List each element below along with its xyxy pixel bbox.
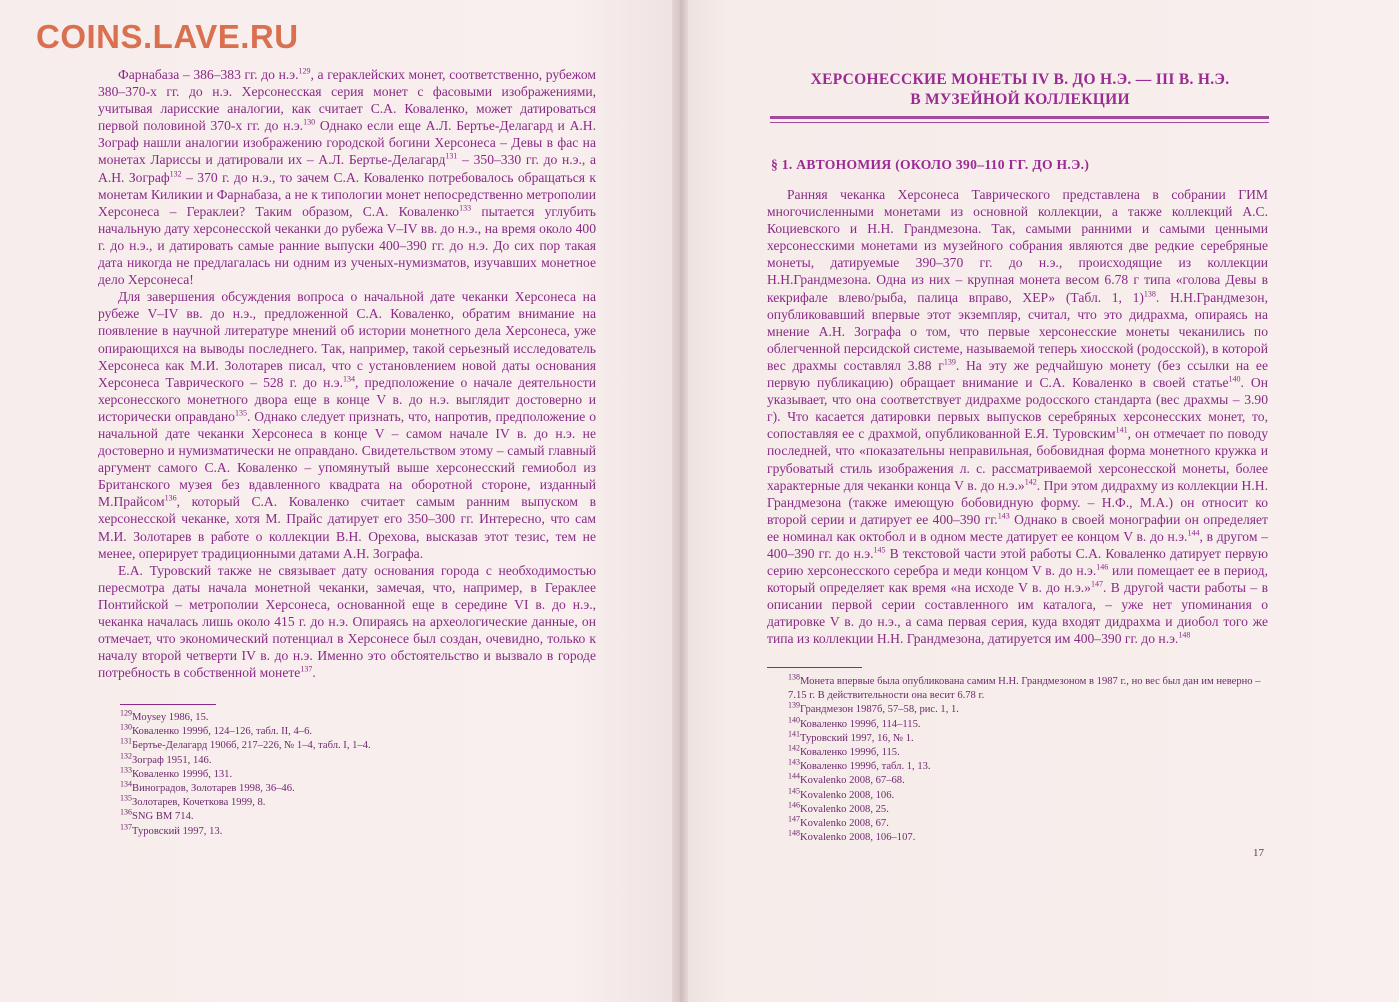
right-page-body-text <box>767 186 1268 648</box>
paragraph-text: Однако если еще А.Л. Бертье-Делагард и А.Н. Зограф нашли аналогии изображению городской богини Херсонеса – Девы в фас на монетах Лариссы и датировали их – А.Л. Бертье-Делагард <box>98 118 596 168</box>
footnote <box>788 814 1266 831</box>
footnote <box>120 822 560 839</box>
chapter-title <box>770 70 1270 110</box>
footnote-reference: 148 <box>1178 630 1191 640</box>
footnote-text: Коваленко 1999б, 131. <box>132 768 233 780</box>
footnote <box>120 722 560 739</box>
footnote-number: 146 <box>788 800 800 810</box>
footnote-number: 131 <box>120 736 132 746</box>
footnote <box>788 786 1266 803</box>
footnote-text: Золотарев, Кочеткова 1999, 8. <box>132 797 266 809</box>
footnote-reference: 133 <box>459 203 472 213</box>
chapter-title-line-1: ХЕРСОНЕССКИЕ МОНЕТЫ IV В. ДО Н.Э. — III В. Н.Э. <box>810 71 1230 88</box>
paragraph-text: – 370 г. до н.э., то зачем С.А. Коваленко потребовалось обращаться к монетам Киликии и Фарнабаза, а не к типологии монет непосредственно метрополии Херсонеса – Гераклеи? Таким образом, С.А. Коваленко <box>98 169 596 219</box>
footnote <box>788 800 1266 817</box>
left-page-body-text <box>98 66 596 681</box>
footnote <box>120 708 560 725</box>
footnote <box>120 779 560 796</box>
paragraph-text: . В другой части работы – в описании первой серии составленного им каталога, – уже нет упоминания о датировке V в. до н.э., а сама первая серия, куда входят дидрахма и диобол того же типа из коллекции Н.Н. Грандмезона, датируется им 400–390 гг. до н.э. <box>767 580 1268 647</box>
chapter-title-line-2: В МУЗЕЙНОЙ КОЛЛЕКЦИИ <box>910 91 1130 108</box>
footnote-number: 141 <box>788 729 800 739</box>
footnote-reference: 131 <box>445 151 458 161</box>
footnote-reference: 143 <box>997 511 1010 521</box>
footnote-number: 147 <box>788 814 800 824</box>
footnote-number: 145 <box>788 786 800 796</box>
footnote <box>788 672 1266 703</box>
footnote-text: Грандмезон 1987б, 57–58, рис. 1, 1. <box>800 704 959 716</box>
footnote <box>120 765 560 782</box>
paragraph-text: , а гераклейских монет, соответственно, рубежом 380–370-х гг. до н.э. Херсонесская серия монет с фасовыми изображениями, учитывая ларисские аналогии, как считает С.А. Коваленко, может датироваться первой половиной 370-х гг. до н.э. <box>98 67 596 134</box>
footnote <box>788 743 1266 760</box>
paragraph-text: – 350–330 гг. до н.э., а А.Н. Зограф <box>98 152 596 185</box>
paragraph <box>98 66 596 288</box>
paragraph-text: Фарнабаза – 386–383 гг. до н.э. <box>118 67 299 82</box>
paragraph <box>98 288 596 562</box>
footnote-text: Kovalenko 2008, 106. <box>800 789 895 801</box>
footnote-text: Коваленко 1999б, 124–126, табл. II, 4–6. <box>132 726 313 738</box>
paragraph-text: Для завершения обсуждения вопроса о начальной дате чеканки Херсонеса на рубеже V–IV вв. до н.э., предложенной С.А. Коваленко, обратим внимание на появление в научной литературе мнений об истории монетного дела Херсонеса, уже опирающихся на выводы последнего. Так, например, такой серьезный исследователь Херсонеса как М.И. Золотарев писал, что с установлением новой даты основания Херсонеса Таврического – 528 г. до н.э. <box>98 289 596 390</box>
footnote <box>788 729 1266 746</box>
footnote-text: Туровский 1997, 13. <box>132 825 223 837</box>
footnote-number: 136 <box>120 807 132 817</box>
footnote-text: Коваленко 1999б, 115. <box>800 747 900 759</box>
footnote-number: 134 <box>120 779 132 789</box>
footnote-number: 142 <box>788 743 800 753</box>
footnote <box>120 793 560 810</box>
footnote-number: 132 <box>120 751 132 761</box>
footnote-reference: 129 <box>298 66 311 76</box>
footnote-number: 137 <box>120 822 132 832</box>
footnote <box>788 715 1266 732</box>
footnote-text: Коваленко 1999б, 114–115. <box>800 718 921 730</box>
footnote-text: Бертье-Делагард 1906б, 217–226, № 1–4, табл. I, 1–4. <box>132 740 371 752</box>
page-number: 17 <box>1253 847 1264 859</box>
footnote-text: SNG BM 714. <box>132 811 194 823</box>
paragraph-text: Однако в своей монографии он определяет ее номинал как октобол и в одном месте датирует ее концом V в. до н.э. <box>767 511 1268 544</box>
footnote-text: Kovalenko 2008, 67. <box>800 818 889 830</box>
footnote-reference: 138 <box>1143 289 1156 299</box>
footnote-number: 144 <box>788 771 800 781</box>
footnote-number: 133 <box>120 765 132 775</box>
footnote-number: 140 <box>788 715 800 725</box>
paragraph-text: . Он указывает, что она соответствует дидрахме родосского стандарта (вес драхмы – 3.90 г). Что касается датировки первых выпусков серебряных херсонесских монет, то, сопоставляя ее с драхмой, опубликованной Е.Я. Туровским <box>767 375 1268 442</box>
paragraph-text: . <box>312 665 316 681</box>
footnote-text: Виноградов, Золотарев 1998, 36–46. <box>132 783 295 795</box>
footnote-reference: 145 <box>873 545 886 555</box>
footnote-reference: 135 <box>234 408 247 418</box>
footnote-number: 135 <box>120 793 132 803</box>
paragraph-text: . Н.Н.Грандмезон, опубликовавший впервые этот экземпляр, считал, что это дидрахма, опираясь на мнение А.Н. Зографа о том, что первые херсонесские монеты чеканились по облегченной персидской системе, называемой теперь хиосской (родосской), в которой вес драхмы составлял 3.88 г <box>767 289 1268 373</box>
footnote-number: 138 <box>788 672 800 682</box>
book-gutter <box>672 0 688 1002</box>
footnote-text: Коваленко 1999б, табл. 1, 13. <box>800 761 931 773</box>
footnote-text: Kovalenko 2008, 67–68. <box>800 775 905 787</box>
paragraph <box>767 186 1268 648</box>
footnote-number: 143 <box>788 757 800 767</box>
paragraph-text: , который С.А. Коваленко считает самым ранним выпуском в херсонесской чеканке, хотя М. Прайс датирует его 350–300 гг. Интересно, что сам М.И. Золотарев в работе о коллекции В.Н. Орехова, высказав этот тезис, тем не менее, оперирует традиционными датами А.Н. Зографа. <box>98 494 596 561</box>
footnote-text: Moysey 1986, 15. <box>132 712 209 723</box>
paragraph-text: , в другом – 400–390 гг. до н.э. <box>767 528 1268 561</box>
footnote-reference: 130 <box>303 117 316 127</box>
section-title: § 1. АВТОНОМИЯ (ОКОЛО 390–110 ГГ. ДО Н.Э.) <box>771 157 1090 172</box>
footnote-reference: 144 <box>1187 528 1200 538</box>
footnote <box>120 736 560 753</box>
footnote-reference: 142 <box>1024 477 1037 487</box>
paragraph-text: , он отмечает по поводу последней, что «показательны неправильная, бобовидная форма монетного кружка и грубоватый стиль изображения л. с. рассматриваемой херсонесской монеты, более характерные для чеканки конца V в. до н.э.» <box>767 426 1268 493</box>
right-footnote-rule <box>767 667 862 668</box>
footnote <box>788 757 1266 774</box>
paragraph-text: . Однако следует признать, что, напротив, предположение о начальной дате чеканки Херсонеса в конце V – самом начале IV в. до н.э. не достоверно и нумизматически не оправдано. Свидетельством этому – самый главный аргумент самого С.А. Коваленко – упомянутый выше херсонесский гемиобол из Британского музея без вдавленного квадрата на оборотной стороне, изданный М.Прайсом <box>98 408 596 510</box>
footnote-number: 129 <box>120 708 132 718</box>
paragraph-text: пытается углубить начальную дату херсонесской чеканки до рубежа V–IV вв. до н.э., на время около 400 г. до н.э., и датировать самые ранние выпуски 400–390 гг. до н.э. До сих пор такая дата никогда не предлагалась ни одним из ученых-нумизматов, изучавших монетное дело Херсонеса! <box>98 203 596 288</box>
footnote <box>788 828 1266 845</box>
footnote-text: Туровский 1997, 16, № 1. <box>800 732 914 744</box>
paragraph-text: . При этом дидрахму из коллекции Н.Н. Грандмезона (также имеющую бобовидную форму. – Н.Ф., М.А.) он относит ко второй серии и датирует ее 400–390 гг. <box>767 477 1268 527</box>
footnote-number: 148 <box>788 828 800 838</box>
paragraph-text: В текстовой части этой работы С.А. Коваленко датирует первую серию херсонесского серебра и меди концом V в. до н.э. <box>767 545 1268 579</box>
footnote <box>788 771 1266 788</box>
footnote-number: 130 <box>120 722 132 732</box>
footnote-text: Kovalenko 2008, 106–107. <box>800 832 916 844</box>
footnote-reference: 139 <box>943 357 956 367</box>
chapter-title-rule-thin <box>770 122 1269 123</box>
footnote <box>120 751 560 768</box>
footnote-reference: 137 <box>300 664 313 674</box>
footnote-text: Зограф 1951, 146. <box>132 754 212 766</box>
footnote-text: Kovalenko 2008, 25. <box>800 803 889 815</box>
paragraph <box>98 562 596 682</box>
right-footnotes <box>788 672 1266 845</box>
footnote <box>788 700 1266 717</box>
paragraph-text: , предположение о начале деятельности херсонесского монетного двора еще в конце V в. до н.э. выглядит достоверно и исторически оправдано <box>98 374 596 424</box>
footnote-reference: 134 <box>342 374 355 384</box>
footnote-text: Монета впервые была опубликована самим Н.Н. Грандмезоном в 1987 г., но вес был дан им неверно – 7.15 г. В действительности она весит 6.78 г. <box>788 676 1261 702</box>
paragraph-text: Е.А. Туровский также не связывает дату основания города с необходимостью пересмотра даты начала монетной чеканки, замечая, что, например, в Гераклее Понтийской – метрополии Херсонеса, основанной еще в середине VI в. до н.э., чеканка началась лишь около 415 г. до н.э. Опираясь на археологические данные, он отмечает, что экономический потенциал в Херсонесе был создан, очевидно, только к началу второй четверти IV в. до н.э. Именно это обстоятельство и вызвало в городе потребность в собственной монете <box>98 562 596 681</box>
footnote-reference: 140 <box>1228 374 1241 384</box>
footnote <box>120 807 560 824</box>
left-footnotes <box>120 708 560 839</box>
paragraph-text: . На эту же редчайшую монету (без ссылки на ее первую публикацию) обращает внимание и С.А. Коваленко в своей статье <box>767 357 1268 391</box>
footnote-reference: 136 <box>164 493 177 503</box>
left-footnote-rule <box>120 704 216 705</box>
site-watermark: COINS.LAVE.RU <box>36 18 299 55</box>
paragraph-text: Ранняя чеканка Херсонеса Таврического представлена в собрании ГИМ многочисленными монетами из основной коллекции, а также коллекций А.С. Коциевского и Н.Н. Грандмезона. Так, самыми ранними и самыми ценными херсонесскими монетами из музейного собрания являются две редкие серебряные монеты, датируемые 390–370 гг. до н.э., происходящие из коллекции Н.Н.Грандмезона. Одна из них – крупная монета весом 6.78 г типа «голова Девы в кекрифале влево/рыба, палица вправо, ХЕР» (Табл. 1, 1) <box>767 187 1268 305</box>
footnote-reference: 132 <box>169 169 182 179</box>
footnote-reference: 147 <box>1090 579 1103 589</box>
footnote-reference: 141 <box>1115 425 1128 435</box>
footnote-number: 139 <box>788 700 800 710</box>
footnote-reference: 146 <box>1096 562 1109 572</box>
chapter-title-rule-thick <box>770 116 1269 119</box>
paragraph-text: или помещает ее в период, который определяет как время «на исходе V в. до н.э.» <box>767 563 1268 596</box>
